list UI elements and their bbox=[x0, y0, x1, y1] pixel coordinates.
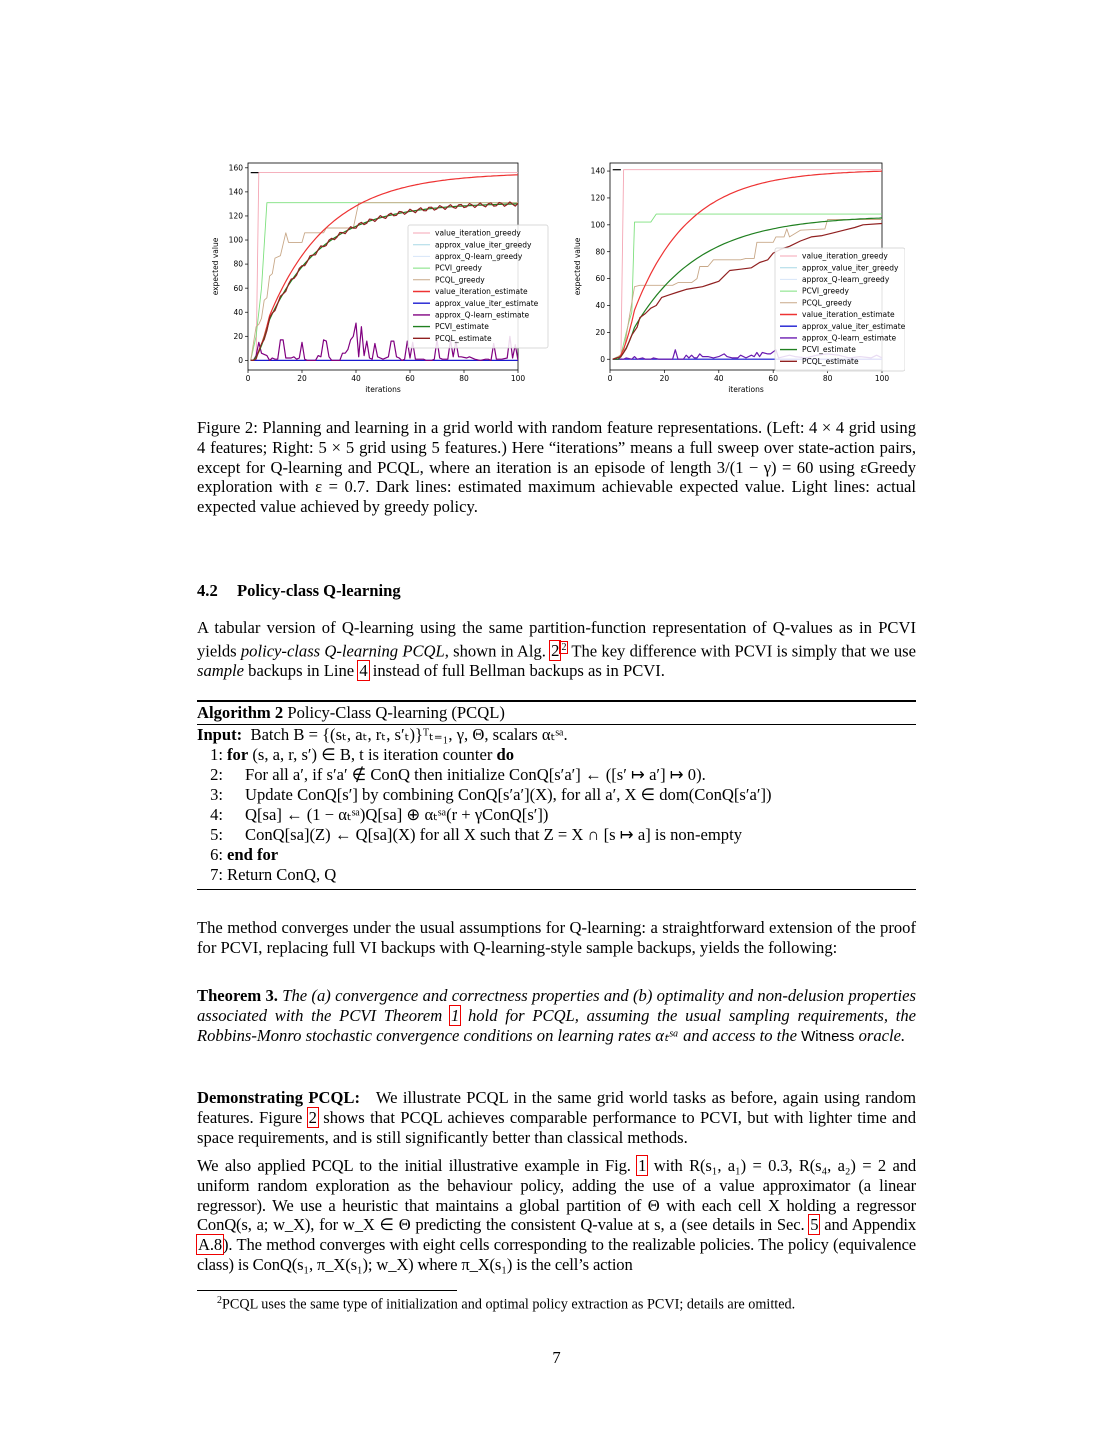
y-tick-label: 60 bbox=[233, 283, 243, 293]
x-tick-label: 100 bbox=[510, 374, 526, 383]
y-tick-label: 80 bbox=[233, 259, 243, 269]
x-tick-label: 60 bbox=[405, 374, 415, 383]
legend-entry: PCQL_estimate bbox=[802, 356, 859, 366]
x-tick-label: 0 bbox=[245, 374, 251, 383]
text-run: We also applied PCQL to the initial illustrative example in Fig. bbox=[197, 1156, 638, 1175]
legend-entry: PCVI_greedy bbox=[435, 263, 482, 273]
section-title: Policy-class Q-learning bbox=[237, 581, 401, 600]
keyword: do bbox=[496, 745, 515, 764]
legend-entry: PCQL_greedy bbox=[802, 298, 852, 308]
text-run: The key difference with PCVI is simply that we use bbox=[567, 641, 916, 661]
emphasis-pcql: policy-class Q-learning PCQL bbox=[240, 641, 445, 661]
algorithm-label: Algorithm 2 bbox=[197, 703, 284, 722]
footnote bbox=[217, 1295, 795, 1314]
y-tick-label: 120 bbox=[228, 211, 243, 221]
paragraph-label: Demonstrating PCQL: bbox=[197, 1088, 360, 1107]
line-text: Update ConQ[s′] by combining ConQ[s′a′](X), for all a′, X ∈ dom(ConQ[s′a′]) bbox=[245, 785, 772, 804]
algorithm-line bbox=[197, 845, 916, 865]
emphasis-sample: sample bbox=[197, 661, 245, 681]
appendix-ref-link[interactable]: A.8 bbox=[198, 1235, 222, 1255]
y-tick-label: 100 bbox=[228, 235, 243, 245]
text-run: , shown in Alg. bbox=[444, 641, 551, 661]
section-ref-link[interactable]: 5 bbox=[810, 1215, 819, 1235]
paragraph-intro bbox=[197, 618, 916, 681]
y-tick-label: 160 bbox=[228, 163, 243, 173]
line-number: 1: bbox=[210, 745, 223, 764]
y-tick-label: 20 bbox=[595, 327, 605, 337]
keyword: for bbox=[227, 745, 249, 764]
x-tick-label: 60 bbox=[768, 374, 778, 383]
x-tick-label: 40 bbox=[351, 374, 361, 383]
line-ref-link[interactable]: 4 bbox=[359, 661, 368, 681]
keyword: end for bbox=[227, 845, 279, 864]
theorem-text: hold for PCQL, assuming the usual sampling requirements, the Robbins-Monro stochastic convergence conditions on learning rates αₜˢᵃ and access to the bbox=[197, 1005, 916, 1045]
input-label: Input: bbox=[197, 725, 243, 744]
x-tick-label: 20 bbox=[659, 374, 670, 383]
text-run: instead of full Bellman backups as in PCVI. bbox=[368, 661, 665, 681]
legend-entry: PCVI_estimate bbox=[435, 322, 489, 332]
algorithm-line bbox=[197, 765, 916, 785]
witness-term: Witness bbox=[801, 1027, 855, 1045]
x-axis-label: iterations bbox=[728, 385, 764, 394]
input-text: Batch B = {(sₜ, aₜ, rₜ, s′ₜ)}ᵀₜ₌₁, γ, Θ, scalars αₜˢᵃ. bbox=[250, 725, 568, 744]
text-run: and Appendix bbox=[819, 1215, 916, 1235]
line-text: Q[sa] ← (1 − αₜˢᵃ)Q[sa] ⊕ αₜˢᵃ(r + γConQ[s′]) bbox=[245, 805, 549, 824]
text-run: shows that PCQL achieves comparable performance to PCVI, but with lighter time and space requirements, and is still significantly better than classical methods. bbox=[197, 1107, 917, 1147]
text-run: with R(s₁, a₁) = 0.3, R(s₄, a₂) = 2 and uniform random exploration as the behaviour policy, adding the use of a value approximator (a linear regressor). We use a heuristic that maintains a global partition of Θ with each cell X holding a regressor ConQ(s, a; w_X), for w_X ∈ Θ predicting the consistent Q-value at s, a (see details in Sec. bbox=[197, 1156, 917, 1235]
paragraph-demonstrating bbox=[197, 1088, 916, 1147]
y-tick-label: 140 bbox=[590, 166, 605, 176]
figure-2-right-chart bbox=[565, 158, 905, 398]
theorem-3 bbox=[197, 986, 916, 1046]
footnote-text: PCQL uses the same type of initialization and optimal policy extraction as PCVI; details are omitted. bbox=[222, 1296, 796, 1313]
legend-entry: approx_Q-learn_greedy bbox=[435, 252, 523, 261]
chart-left-svg bbox=[198, 158, 558, 398]
legend-entry: approx_value_iter_greedy bbox=[435, 240, 532, 250]
legend-entry: approx_Q-learn_estimate bbox=[435, 310, 530, 320]
y-axis-label: expected value bbox=[211, 237, 220, 296]
theorem-text: The (a) convergence and correctness properties and (b) optimality and non-delusion properties associated with the PCVI Theorem bbox=[197, 986, 916, 1025]
legend-entry: PCVI_estimate bbox=[802, 345, 856, 355]
legend-entry: value_iteration_estimate bbox=[802, 310, 895, 320]
text-run: ). The method converges with eight cells corresponding to the realizable policies. The policy (equivalence class) is ConQ(s₁, π_X(s₁); w_X) where π_X(s₁) is the cell’s action bbox=[197, 1235, 916, 1274]
line-text: Return ConQ, Q bbox=[227, 865, 337, 884]
footnote-ref-link[interactable]: 2 bbox=[561, 641, 567, 653]
line-number: 4: bbox=[210, 805, 223, 824]
algorithm-box bbox=[197, 700, 916, 890]
text-run: backups in Line bbox=[244, 661, 359, 681]
legend-entry: approx_value_iter_greedy bbox=[802, 263, 899, 273]
x-tick-label: 0 bbox=[607, 374, 613, 383]
y-tick-label: 0 bbox=[600, 354, 605, 364]
theorem-text: oracle. bbox=[854, 1025, 906, 1045]
legend-entry: approx_Q-learn_greedy bbox=[802, 275, 890, 284]
legend-entry: approx_value_iter_estimate bbox=[435, 298, 539, 308]
y-tick-label: 80 bbox=[595, 247, 605, 257]
paragraph-illustrative-example bbox=[197, 1156, 916, 1275]
algorithm-ref-link[interactable]: 2 bbox=[551, 641, 560, 661]
line-number: 3: bbox=[210, 785, 223, 804]
algorithm-input bbox=[197, 725, 916, 745]
y-axis-label: expected value bbox=[573, 237, 582, 296]
y-tick-label: 40 bbox=[595, 301, 605, 311]
legend-entry: PCQL_greedy bbox=[435, 275, 485, 285]
section-heading bbox=[197, 581, 401, 601]
y-tick-label: 20 bbox=[233, 331, 243, 341]
footnote-mark: 2 bbox=[217, 1295, 222, 1306]
legend-entry: PCVI_greedy bbox=[802, 286, 849, 296]
algorithm-line bbox=[197, 825, 916, 845]
algorithm-line bbox=[197, 745, 916, 765]
y-tick-label: 0 bbox=[238, 355, 243, 365]
y-tick-label: 40 bbox=[233, 307, 243, 317]
line-number: 7: bbox=[210, 865, 223, 884]
figure-2-left-chart bbox=[198, 158, 558, 398]
figure-ref-link[interactable]: 2 bbox=[308, 1107, 317, 1127]
figure-ref-link[interactable]: 1 bbox=[638, 1156, 647, 1175]
algorithm-line bbox=[197, 865, 916, 885]
y-tick-label: 120 bbox=[590, 193, 605, 203]
section-number: 4.2 bbox=[197, 581, 218, 600]
algorithm-bottom-rule bbox=[197, 889, 916, 890]
theorem-label: Theorem 3. bbox=[197, 986, 278, 1005]
x-tick-label: 20 bbox=[297, 374, 307, 383]
caption-text: Planning and learning in a grid world with random feature representations. (Left: 4 × 4 grid using 4 features; Right: 5 × 5 grid using 5 features.) Here “iterations” means a full sweep over state-action pairs, except for Q-learning and PCQL, where an iteration is an episode of length 3/(1 − γ) = 60 using εGreedy exploration with ε = 0.7. Dark lines: estimated maximum achievable expected value. Light lines: actual expected value achieved by greedy policy. bbox=[197, 418, 916, 517]
algorithm-title-text: Policy-Class Q-learning (PCQL) bbox=[287, 703, 505, 722]
x-tick-label: 40 bbox=[714, 374, 724, 383]
algorithm-line bbox=[197, 785, 916, 805]
legend-entry: approx_Q-learn_estimate bbox=[802, 333, 897, 343]
line-number: 5: bbox=[210, 825, 223, 844]
algorithm-title bbox=[197, 702, 916, 724]
page-number: 7 bbox=[552, 1348, 561, 1367]
algorithm-line bbox=[197, 805, 916, 825]
algorithm-lines bbox=[197, 745, 916, 885]
text-run: A tabular version of Q-learning using the same partition-function representation of Q-values as in PCVI yields bbox=[197, 618, 916, 661]
legend-entry: PCQL_estimate bbox=[435, 333, 492, 343]
line-text: For all a′, if s′a′ ∉ ConQ then initialize ConQ[s′a′] ← ([s′ ↦ a′] ↦ 0). bbox=[245, 765, 706, 784]
line-text: ConQ[sa](Z) ← Q[sa](X) for all X such that Z = X ∩ [s ↦ a] is non-empty bbox=[245, 825, 742, 844]
y-tick-label: 60 bbox=[595, 274, 605, 284]
line-text: (s, a, r, s′) ∈ B, t is iteration counter bbox=[248, 745, 497, 764]
text-run: We illustrate PCQL in the same grid world tasks as before, again using random features. Figure bbox=[197, 1088, 916, 1127]
chart-right-svg bbox=[565, 158, 905, 398]
x-tick-label: 80 bbox=[822, 374, 833, 383]
x-axis-label: iterations bbox=[365, 385, 401, 394]
legend-entry: value_iteration_estimate bbox=[435, 287, 528, 297]
caption-label: Figure 2: bbox=[197, 418, 258, 437]
legend-entry: value_iteration_greedy bbox=[802, 251, 888, 261]
y-tick-label: 100 bbox=[590, 220, 605, 230]
legend-entry: approx_value_iter_estimate bbox=[802, 321, 905, 331]
paragraph-convergence: The method converges under the usual assumptions for Q-learning: a straightforward extension of the proof for PCVI, replacing full VI backups with Q-learning-style sample backups, yields the following: bbox=[197, 918, 916, 957]
figure-caption bbox=[197, 418, 916, 517]
line-number: 2: bbox=[210, 765, 223, 784]
line-number: 6: bbox=[210, 845, 223, 864]
x-tick-label: 80 bbox=[459, 374, 469, 383]
theorem-ref-link[interactable]: 1 bbox=[450, 1005, 460, 1025]
legend-entry: value_iteration_greedy bbox=[435, 228, 521, 238]
x-tick-label: 100 bbox=[874, 374, 890, 383]
y-tick-label: 140 bbox=[228, 187, 243, 197]
footnote-rule bbox=[197, 1290, 457, 1291]
